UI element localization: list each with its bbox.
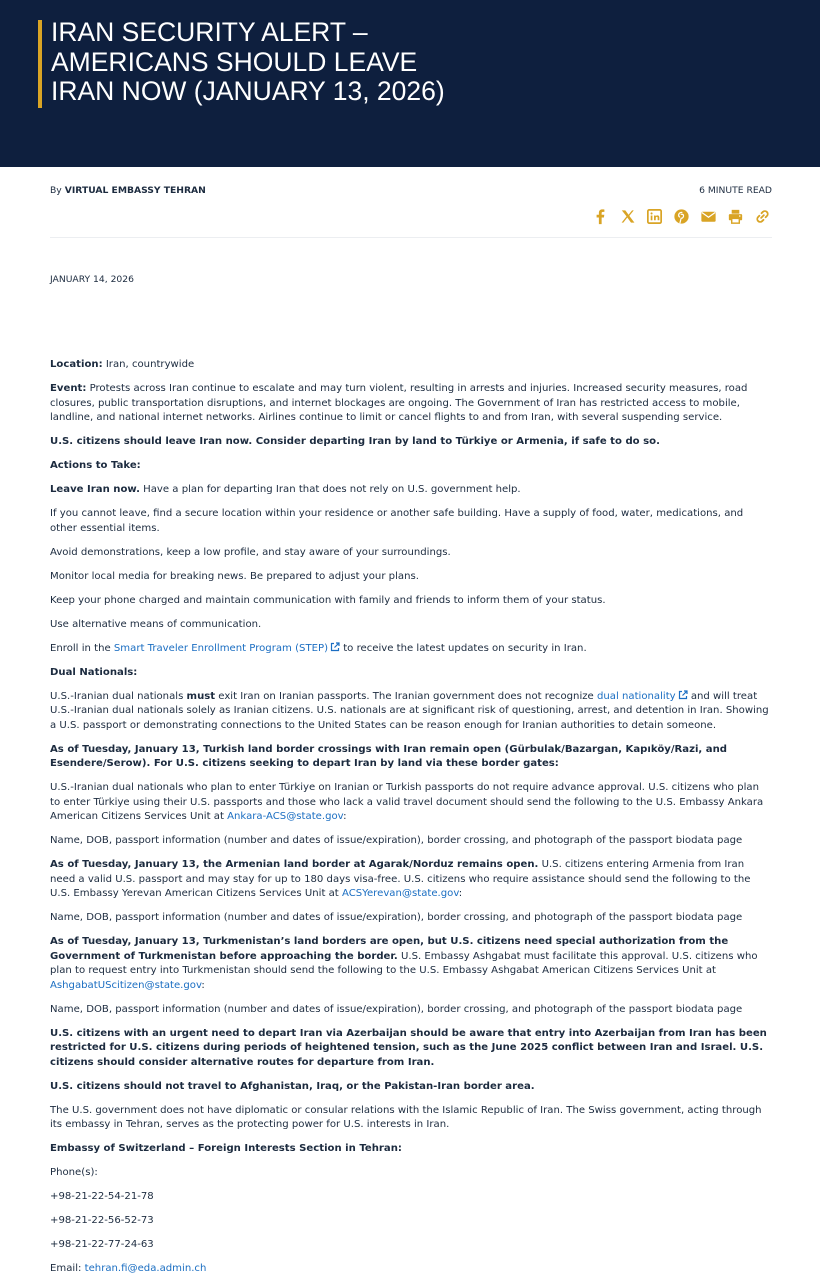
print-icon[interactable] <box>726 207 745 226</box>
author-link[interactable]: VIRTUAL EMBASSY TEHRAN <box>64 185 206 196</box>
article-body <box>50 358 772 1286</box>
cannot-leave-paragraph: If you cannot leave, find a secure location within your residence or another safe building. Have a supply of food, water, medications, and other essential items. <box>50 508 744 534</box>
external-link-icon[interactable] <box>330 642 340 652</box>
turkey-heading <box>50 743 772 772</box>
email-label: Email: <box>50 1263 85 1274</box>
turkey-text: U.S.-Iranian dual nationals who plan to enter Türkiye on Iranian or Turkish passports do not require advance approval. U.S. citizens who plan to enter Türkiye using their U.S. passports and those who lack a valid travel document should send the following to the U.S. Embassy Ankara American Citizens Services Unit at <box>50 782 764 822</box>
location-paragraph <box>50 358 772 373</box>
leave-now-paragraph <box>50 435 772 450</box>
location-label: Location: <box>50 359 103 370</box>
leave-plan-paragraph <box>50 483 772 498</box>
name-dob-paragraph: Name, DOB, passport information (number and dates of issue/expiration), border crossing, and photograph of the passport biodata page <box>50 1003 743 1015</box>
x-icon[interactable] <box>618 207 637 226</box>
no-travel-paragraph <box>50 1080 772 1095</box>
turkmen-heading: As of Tuesday, January 13, Turkmenistan’s land borders are open, but U.S. citizens need special authorization from the Government of Turkmenistan before approaching the border. <box>50 936 729 962</box>
byline-label: By <box>50 185 62 196</box>
event-label: Event: <box>50 383 87 394</box>
ashgabat-email-link[interactable]: AshgabatUScitizen@state.gov <box>50 979 202 991</box>
enroll-pre: Enroll in the <box>50 642 114 654</box>
phones-label: Phone(s): <box>50 1167 98 1178</box>
actions-heading <box>50 459 772 474</box>
page-title <box>51 18 651 107</box>
dual-heading <box>50 666 772 681</box>
facebook-icon[interactable] <box>591 207 610 226</box>
dual-paragraph <box>50 690 772 734</box>
name-dob-paragraph: Name, DOB, passport information (number and dates of issue/expiration), border crossing, and photograph of the passport biodata page <box>50 912 743 923</box>
name-dob-paragraph: Name, DOB, passport information (number and dates of issue/expiration), border crossing, and photograph of the passport biodata page <box>50 835 743 846</box>
leave-plan-text: Have a plan for departing Iran that does not rely on U.S. government help. <box>139 484 521 495</box>
no-travel-text: U.S. citizens should not travel to Afghanistan, Iraq, or the Pakistan-Iran border area. <box>50 1080 535 1092</box>
linkedin-icon[interactable] <box>645 207 664 226</box>
title-line: AMERICANS SHOULD LEAVE <box>51 46 418 77</box>
location-text: Iran, countrywide <box>102 359 195 370</box>
phone-number: +98-21-22-56-52-73 <box>50 1215 154 1226</box>
dual-must: must <box>186 690 216 702</box>
publish-date: JANUARY 14, 2026 <box>50 274 134 285</box>
colon: : <box>201 979 205 991</box>
azerbaijan-text: U.S. citizens with an urgent need to depart Iran via Azerbaijan should be aware that entry into Azerbaijan from Iran has been restricted for U.S. citizens during periods of heightened tension, such as the June 2025 conflict between Iran and Israel. U.S. citizens should consider alternative routes for departure from Iran. <box>50 1027 767 1068</box>
enroll-post: to receive the latest updates on security in Iran. <box>340 642 587 654</box>
turkmen-text: U.S. Embassy Ashgabat must facilitate this approval. U.S. citizens who plan to request entry into Turkmenistan should send the following to the U.S. Embassy Ashgabat American Citizens Services Unit at <box>50 950 758 976</box>
dual-post: and will treat U.S.-Iranian dual nationals solely as Iranian citizens. U.S. nationals are at significant risk of questioning, arrest, and detention in Iran. Showing a U.S. passport or demonstrating connections to the United States can be reason enough for Iranian authorities to detain someone. <box>50 690 769 731</box>
alt-comm-paragraph: Use alternative means of communication. <box>50 618 262 630</box>
byline <box>50 185 206 196</box>
swiss-heading <box>50 1142 772 1157</box>
external-link-icon[interactable] <box>678 690 688 700</box>
avoid-paragraph: Avoid demonstrations, keep a low profile, and stay aware of your surroundings. <box>50 546 451 558</box>
dual-nationality-link[interactable]: dual nationality <box>596 690 676 702</box>
event-text: Protests across Iran continue to escalate and may turn violent, resulting in arrests and injuries. Increased security measures, road closures, public transportation disruptions, and internet blockages are ongoing. The Government of Iran has restricted access to mobile, landline, and national internet networks. Airlines continue to limit or cancel flights to and from Iran, with several suspending service. <box>50 383 748 423</box>
event-paragraph <box>50 382 772 426</box>
email-paragraph <box>50 1262 772 1277</box>
armenia-paragraph <box>50 858 772 902</box>
share-bar <box>591 207 772 226</box>
divider <box>50 237 772 238</box>
yerevan-email-link[interactable]: ACSYerevan@state.gov <box>341 888 459 899</box>
no-relations-paragraph: The U.S. government does not have diplomatic or consular relations with the Islamic Republic of Iran. The Swiss government, acting through its embassy in Tehran, serves as the protecting power for U.S. interests in Iran. <box>50 1104 762 1130</box>
turkmen-paragraph <box>50 935 772 993</box>
title-line: IRAN SECURITY ALERT – <box>51 17 368 47</box>
dual-heading-text: Dual Nationals: <box>50 666 138 678</box>
phone-number: +98-21-22-77-24-63 <box>50 1239 154 1250</box>
title-accent-bar <box>38 20 42 108</box>
link-icon[interactable] <box>753 207 772 226</box>
phone-number: +98-21-22-54-21-78 <box>50 1191 154 1202</box>
dual-mid: exit Iran on Iranian passports. The Iranian government does not recognize <box>215 690 597 702</box>
swiss-heading-text: Embassy of Switzerland – Foreign Interests Section in Tehran: <box>50 1143 402 1154</box>
enroll-paragraph <box>50 642 772 657</box>
page-header <box>0 0 820 167</box>
ankara-email-link[interactable]: Ankara-ACS@state.gov <box>227 811 344 822</box>
actions-heading-text: Actions to Take: <box>50 460 141 471</box>
dual-pre: U.S.-Iranian dual nationals <box>50 690 187 702</box>
armenia-heading: As of Tuesday, January 13, the Armenian land border at Agarak/Norduz remains open. <box>50 859 539 870</box>
colon: : <box>458 888 463 899</box>
read-time: 6 MINUTE READ <box>699 185 772 196</box>
armenia-text: U.S. citizens entering Armenia from Iran need a valid U.S. passport and may stay for up to 180 days visa-free. U.S. citizens who require assistance should send the following to the U.S. Embassy Yerevan American Citizens Services Unit at <box>50 859 751 899</box>
email-icon[interactable] <box>699 207 718 226</box>
leave-plan-label: Leave Iran now. <box>50 484 140 495</box>
pinterest-icon[interactable] <box>672 207 691 226</box>
turkey-paragraph <box>50 781 772 825</box>
title-line: IRAN NOW (JANUARY 13, 2026) <box>51 76 445 106</box>
leave-now-text: U.S. citizens should leave Iran now. Consider departing Iran by land to Türkiye or Armenia, if safe to do so. <box>50 436 660 447</box>
phone-paragraph: Keep your phone charged and maintain communication with family and friends to inform them of your status. <box>50 594 606 606</box>
swiss-email-link[interactable]: tehran.fi@eda.admin.ch <box>84 1263 207 1274</box>
azerbaijan-paragraph <box>50 1027 772 1071</box>
turkey-heading-text: As of Tuesday, January 13, Turkish land border crossings with Iran remain open (Gürbulak/Bazargan, Kapıköy/Razi, and Esendere/Serow). For U.S. citizens seeking to depart Iran by land via these border gates: <box>50 743 728 769</box>
monitor-paragraph: Monitor local media for breaking news. Be prepared to adjust your plans. <box>50 570 419 582</box>
step-link[interactable]: Smart Traveler Enrollment Program (STEP) <box>113 642 329 654</box>
colon: : <box>343 811 347 822</box>
